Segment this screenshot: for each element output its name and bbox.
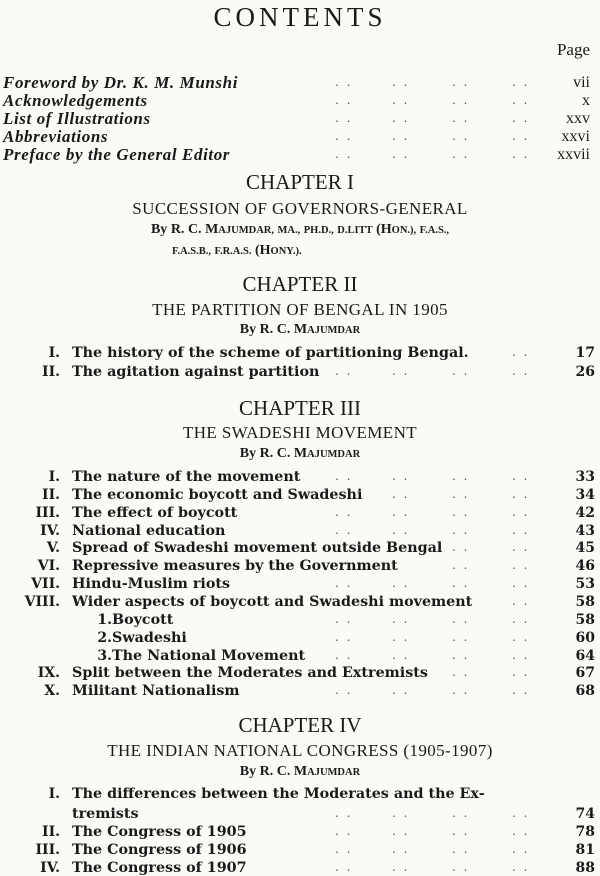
section-page: 58 — [575, 612, 595, 628]
leader-dots: . . — [512, 487, 530, 501]
leader-dots: . . — [335, 860, 353, 874]
leader-dots: . . — [452, 487, 470, 501]
leader-dots: . . — [512, 576, 530, 590]
leader-dots: . . — [452, 648, 470, 662]
leader-dots: . . — [335, 630, 353, 644]
section-link[interactable]: The Congress of 1905 — [72, 824, 247, 840]
section-number: VI. — [37, 558, 60, 574]
leader-dots: . . — [512, 806, 530, 820]
leader-dots: . . — [392, 576, 410, 590]
front-matter-label: Acknowledgements — [3, 91, 148, 110]
section-number: II. — [42, 824, 60, 840]
leader-dots: . . — [335, 683, 353, 697]
front-matter-label: Foreword by Dr. K. M. Munshi — [3, 73, 239, 92]
section-number: 1. — [97, 612, 112, 628]
leader-dots: . . — [512, 612, 530, 626]
section-page: 34 — [575, 487, 595, 503]
leader-dots: . . — [452, 683, 470, 697]
section-page: 58 — [575, 594, 595, 610]
front-matter-page: xxvii — [557, 146, 590, 163]
section-link[interactable]: The history of the scheme of partitioning Bengal. — [72, 345, 469, 361]
leader-dots: . . — [512, 540, 530, 554]
leader-dots: . . — [335, 576, 353, 590]
leader-dots: . . — [512, 364, 530, 378]
section-link[interactable]: The National Movement — [112, 648, 306, 664]
section-page: 68 — [575, 683, 595, 699]
leader-dots: . . — [512, 842, 530, 856]
section-page: 60 — [575, 630, 595, 646]
chapter-author: By R. C. MAJUMDAR, MA., PH.D., D.LITT (HON.), F.A.S., — [150, 222, 450, 237]
section-page: 17 — [575, 345, 595, 361]
leader-dots: . . — [335, 842, 353, 856]
leader-dots: . . — [392, 487, 410, 501]
leader-dots: . . — [335, 505, 353, 519]
leader-dots: . . — [452, 364, 470, 378]
section-link[interactable]: The differences between the Moderates and the Ex- — [72, 786, 485, 802]
section-page: 43 — [575, 523, 595, 539]
leader-dots: . . — [452, 111, 470, 125]
leader-dots: . . — [335, 523, 353, 537]
section-number: X. — [44, 683, 60, 699]
section-page: 67 — [575, 665, 595, 681]
leader-dots: . . — [452, 93, 470, 107]
section-link[interactable]: Hindu-Muslim riots — [72, 576, 231, 592]
chapter-author: By R. C. MAJUMDAR — [239, 764, 361, 779]
leader-dots: . . — [512, 683, 530, 697]
chapter-author-credentials: F.A.S.B., F.R.A.S. (HONY.). — [172, 243, 302, 258]
section-link[interactable]: The effect of boycott — [72, 505, 238, 521]
leader-dots: . . — [512, 505, 530, 519]
section-number: III. — [35, 505, 60, 521]
leader-dots: . . — [335, 93, 353, 107]
leader-dots: . . — [512, 93, 530, 107]
section-number: I. — [48, 469, 60, 485]
front-matter-page: vii — [573, 74, 590, 91]
leader-dots: . . — [452, 469, 470, 483]
leader-dots: . . — [392, 842, 410, 856]
section-number: I. — [48, 786, 60, 802]
leader-dots: . . — [335, 364, 353, 378]
leader-dots: . . — [452, 665, 470, 679]
section-link[interactable]: Repressive measures by the Government — [72, 558, 398, 574]
page-title: CONTENTS — [213, 2, 387, 32]
section-page: 45 — [575, 540, 595, 556]
section-page: 53 — [575, 576, 595, 592]
leader-dots: . . — [392, 648, 410, 662]
leader-dots: . . — [335, 129, 353, 143]
section-number: II. — [42, 364, 60, 380]
leader-dots: . . — [512, 469, 530, 483]
front-matter-label: List of Illustrations — [3, 109, 151, 128]
leader-dots: . . — [392, 683, 410, 697]
leader-dots: . . — [512, 648, 530, 662]
chapter-heading: CHAPTER II — [242, 272, 358, 296]
leader-dots: . . — [392, 75, 410, 89]
leader-dots: . . — [335, 612, 353, 626]
section-number: II. — [42, 487, 60, 503]
section-number: VIII. — [24, 594, 60, 610]
section-number: 3. — [97, 648, 112, 664]
section-link[interactable]: Spread of Swadeshi movement outside Bengal — [72, 540, 443, 556]
section-page: 74 — [575, 806, 595, 822]
section-page: 78 — [575, 824, 595, 840]
leader-dots: . . — [512, 129, 530, 143]
leader-dots: . . — [452, 824, 470, 838]
leader-dots: . . — [452, 75, 470, 89]
section-title-continued: tremists — [72, 806, 139, 822]
page-column-header: Page — [556, 40, 590, 59]
leader-dots: . . — [512, 558, 530, 572]
leader-dots: . . — [512, 824, 530, 838]
section-page: 81 — [575, 842, 595, 858]
section-page: 64 — [575, 648, 595, 664]
chapter-title: SUCCESSION OF GOVERNORS-GENERAL — [132, 199, 468, 218]
section-page: 42 — [575, 505, 595, 521]
leader-dots: . . — [335, 469, 353, 483]
leader-dots: . . — [392, 523, 410, 537]
leader-dots: . . — [392, 469, 410, 483]
leader-dots: . . — [512, 860, 530, 874]
section-link[interactable]: Split between the Moderates and Extremists — [72, 665, 428, 681]
section-page: 88 — [575, 860, 595, 876]
leader-dots: . . — [392, 505, 410, 519]
leader-dots: . . — [392, 364, 410, 378]
section-link[interactable]: Swadeshi — [112, 630, 187, 646]
section-number: IV. — [40, 860, 60, 876]
section-link[interactable]: The agitation against partition — [72, 364, 320, 380]
leader-dots: . . — [392, 129, 410, 143]
section-number: 2. — [97, 630, 112, 646]
leader-dots: . . — [452, 612, 470, 626]
leader-dots: . . — [335, 648, 353, 662]
chapter-heading: CHAPTER IV — [238, 713, 362, 737]
leader-dots: . . — [452, 129, 470, 143]
leader-dots: . . — [512, 111, 530, 125]
leader-dots: . . — [392, 860, 410, 874]
leader-dots: . . — [512, 630, 530, 644]
leader-dots: . . — [392, 806, 410, 820]
section-link[interactable]: Boycott — [112, 612, 174, 628]
leader-dots: . . — [452, 505, 470, 519]
leader-dots: . . — [452, 806, 470, 820]
section-link[interactable]: Wider aspects of boycott and Swadeshi movement — [72, 594, 473, 610]
leader-dots: . . — [335, 75, 353, 89]
section-link[interactable]: The nature of the movement — [72, 469, 301, 485]
chapter-title: THE PARTITION OF BENGAL IN 1905 — [152, 300, 448, 319]
leader-dots: . . — [452, 147, 470, 161]
front-matter-page: xxvi — [561, 128, 590, 145]
section-link[interactable]: The Congress of 1906 — [72, 842, 247, 858]
leader-dots: . . — [512, 594, 530, 608]
leader-dots: . . — [452, 558, 470, 572]
leader-dots: . . — [452, 523, 470, 537]
leader-dots: . . — [392, 612, 410, 626]
chapter-title: THE SWADESHI MOVEMENT — [182, 423, 418, 442]
section-number: V. — [46, 540, 60, 556]
front-matter-page: xxv — [566, 110, 590, 127]
leader-dots: . . — [392, 93, 410, 107]
leader-dots: . . — [335, 824, 353, 838]
leader-dots: . . — [452, 842, 470, 856]
section-link[interactable]: National education — [72, 523, 226, 539]
leader-dots: . . — [452, 860, 470, 874]
leader-dots: . . — [335, 111, 353, 125]
chapter-heading: CHAPTER I — [246, 170, 354, 194]
leader-dots: . . — [392, 147, 410, 161]
section-number: IV. — [40, 523, 60, 539]
section-number: I. — [48, 345, 60, 361]
leader-dots: . . — [335, 147, 353, 161]
chapter-title: THE INDIAN NATIONAL CONGRESS (1905-1907) — [107, 741, 493, 760]
chapter-author: By R. C. MAJUMDAR — [239, 322, 361, 337]
section-link[interactable]: The economic boycott and Swadeshi — [72, 487, 363, 503]
leader-dots: . . — [452, 576, 470, 590]
chapter-heading: CHAPTER III — [239, 396, 361, 420]
leader-dots: . . — [512, 75, 530, 89]
section-page: 33 — [575, 469, 595, 485]
section-link[interactable]: The Congress of 1907 — [72, 860, 247, 876]
chapter-author: By R. C. MAJUMDAR — [239, 446, 361, 461]
leader-dots: . . — [392, 630, 410, 644]
front-matter-label: Abbreviations — [3, 127, 109, 146]
leader-dots: . . — [335, 806, 353, 820]
section-number: VII. — [31, 576, 60, 592]
section-number: IX. — [37, 665, 60, 681]
section-link[interactable]: Militant Nationalism — [72, 683, 240, 699]
leader-dots: . . — [512, 523, 530, 537]
leader-dots: . . — [512, 665, 530, 679]
leader-dots: . . — [512, 147, 530, 161]
leader-dots: . . — [452, 630, 470, 644]
leader-dots: . . — [452, 540, 470, 554]
leader-dots: . . — [392, 824, 410, 838]
leader-dots: . . — [392, 111, 410, 125]
section-number: III. — [35, 842, 60, 858]
section-page: 26 — [575, 364, 595, 380]
front-matter-page: x — [582, 92, 590, 109]
front-matter-label: Preface by the General Editor — [3, 145, 231, 164]
section-page: 46 — [575, 558, 595, 574]
leader-dots: . . — [512, 345, 530, 359]
